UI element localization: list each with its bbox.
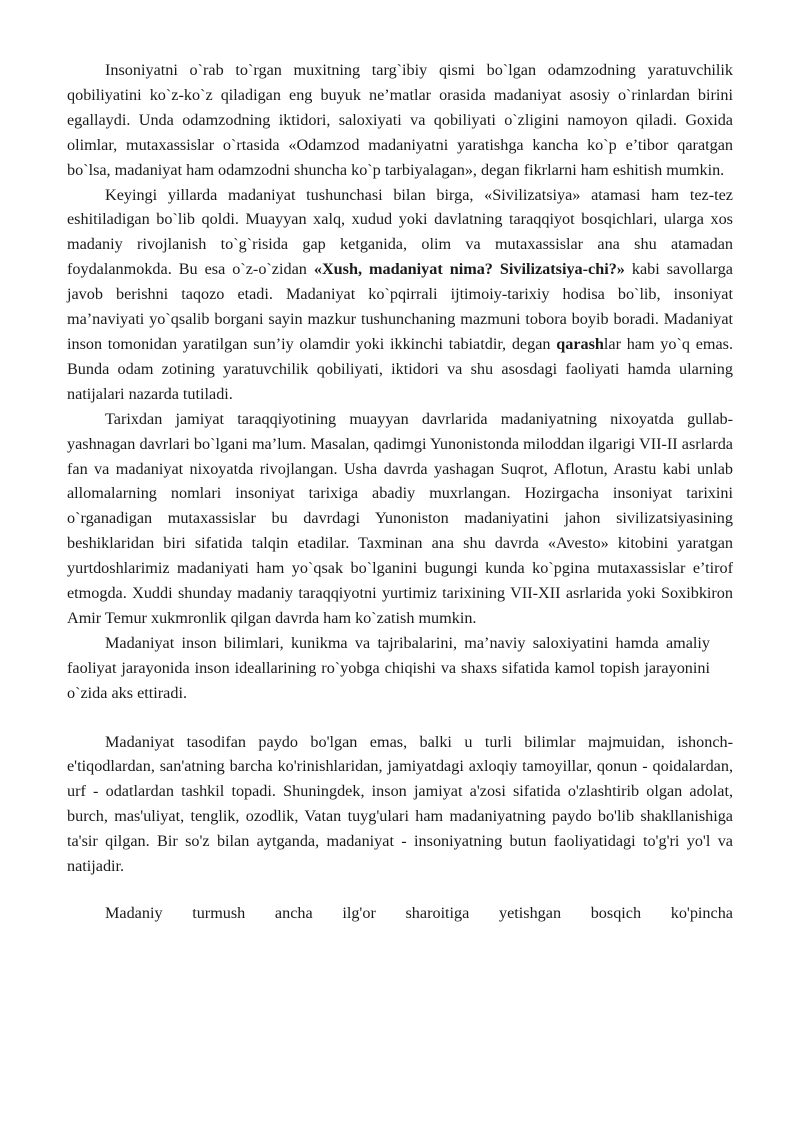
paragraph-2-text-b: kabi savollarga javob berishni taqozo etadi. Madaniyat ko`pqirrali ijtimoiy-tarixiy hodisa bo`lib, insoniyat ma’naviyati yo`qsalib borgani sayin mazkur tushunchaning mazmuni tobora boyib boradi. Madaniyat inson tomonidan yaratilgan sun’iy olamdir yoki ikkinchi tabiatdir, degan: [67, 260, 733, 353]
paragraph-3: Tarixdan jamiyat taraqqiyotining muayyan davrlarida madaniyatning nixoyatda gullab-yashnagan davrlari bo`lgani ma’lum. Masalan, qadimgi Yunonistonda miloddan ilgarigi VII-II asrlarda fan va madaniyat nixoyatda rivojlangan. Usha davrda yashagan Suqrot, Aflotun, Arastu kabi unlab allomalarning nomlari insoniyat tarixiga abadiy muxrlangan. Hozirgacha insoniyat tarixini o`rganadigan mutaxassislar bu davrdagi Yunoniston madaniyatini jahon sivilizatsiyasining beshiklaridan biri sifatida talqin etadilar. Taxminan ana shu davrda «Avesto» kitobini yaratgan yurtdoshlarimiz madaniyati ham yo`qsak bo`lganini bugungi kunda ko`pgina mutaxassislar e’tirof etmogda. Xuddi shunday madaniy taraqqiyotni yurtimiz tarixining VII-XII asrlarida yoki Soxibkiron Amir Temur xukmronlik qilgan davrda ham ko`zatish mumkin.: [67, 409, 733, 627]
paragraph-2: [67, 183, 733, 407]
paragraph-2-text-a: Keyingi yillarda madaniyat tushunchasi bilan birga, «Sivilizatsiya» atamasi ham tez-tez eshitiladigan bo`lib qoldi. Muayyan xalq, xudud yoki davlatning taraqqiyot bosqichlari, ularga xos madaniy rivojlanish to`g`risida gap ketganida, olim va mutaxassislar ana shu atamadan foydalanmokda. Bu esa o`z-o`zidan: [67, 185, 733, 279]
paragraph-2-bold-word: qarash: [556, 334, 604, 353]
paragraph-5: Madaniyat tasodifan paydo bo'lgan emas, balki u turli bilimlar majmuidan, ishonch-e'tiqodlardan, san'atning barcha ko'rinishlaridan, jamiyatdagi axloqiy tamoyillar, qonun - qoidalardan, urf - odatlardan tashkil topadi. Shuningdek, inson jamiyat a'zosi sifatida o'zlashtirib olgan adolat, burch, mas'uliyat, tenglik, ozodlik, Vatan tuyg'ulari ham madaniyatning paydo bo'lib shakllanishiga ta'sir qilgan. Bir so'z bilan aytganda, madaniyat - insoniyatning butun faoliyatidagi to'g'ri yo'l va natijadir.: [67, 732, 733, 876]
paragraph-1: Insoniyatni o`rab to`rgan muxitning targ`ibiy qismi bo`lgan odamzodning yaratuvchilik qobiliyatini ko`z-ko`z qiladigan eng buyuk ne’matlar orasida madaniyat asosiy o`rinlardan birini egallaydi. Unda odamzodning iktidori, saloxiyati va qobiliyati o`zligini namoyon qiladi. Goxida olimlar, mutaxassislar o`rtasida «Odamzod madaniyatni yaratishga kancha ko`p e’tibor qaratgan bo`lsa, madaniyat ham odamzodni shuncha ko`p tarbiyalagan», degan fikrlarni ham eshitish mumkin.: [67, 61, 733, 179]
document-page: [67, 58, 733, 926]
paragraph-2-text-c: lar ham yo`q emas. Bunda odam zotining yaratuvchilik qobiliyati, iktidori va shu asosdagi faoliyati hamda ularning natijalari nazarda tutiladi.: [67, 334, 734, 403]
paragraph-6: Madaniy turmush ancha ilg'or sharoitiga yetishgan bosqich ko'pincha: [105, 904, 733, 922]
paragraph-4: Madaniyat inson bilimlari, kunikma va tajribalarini, ma’naviy saloxiyatini hamda amaliy faoliyat jarayonida inson ideallarining ro`yobga chiqishi va shaxs sifatida kamol topish jarayonini o`zida aks ettiradi.: [67, 633, 710, 702]
paragraph-2-bold-question: «Xush, madaniyat nima? Sivilizatsiya-chi?»: [313, 260, 625, 279]
